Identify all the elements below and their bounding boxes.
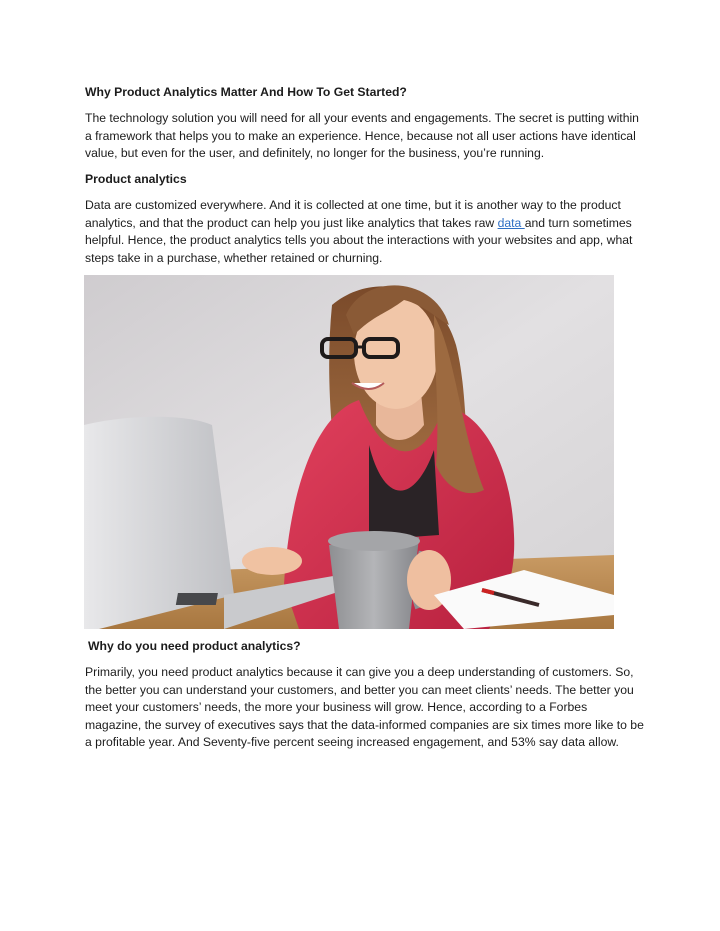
data-link[interactable]: data — [497, 215, 525, 230]
intro-paragraph: The technology solution you will need for all your events and engagements. The secret is putting within a framework that helps you to make an experience. Hence, because not all user actions have identical value, but even for the user, and definitely, no longer for the business, you’re running. — [85, 111, 639, 161]
why-need-heading: Why do you need product analytics? — [88, 639, 301, 653]
product-analytics-paragraph — [85, 197, 645, 267]
left-hand — [242, 547, 302, 575]
mug-rim — [328, 531, 420, 551]
laptop-keyboard — [176, 593, 218, 605]
article-title: Why Product Analytics Matter And How To Get Started? — [85, 85, 407, 99]
paragraph-text-before-link: Data are customized everywhere. And it is collected at one time, but it is another way to the product analytics, and that the product can help you just like analytics that takes raw — [85, 198, 621, 230]
why-need-paragraph: Primarily, you need product analytics because it can give you a deep understanding of customers. So, the better you can understand your customers, and better you can meet clients’ needs. The better you meet your customers’ needs, the more your business will grow. Hence, according to a Forbes magazine, the survey of executives says that the data-informed companies are six times more like to be a profitable year. And Seventy-five percent seeing increased engagement, and 53% say data allow. — [85, 665, 644, 750]
paragraph-text-after-link: and turn sometimes helpful. Hence, the product analytics tells you about the interactions with your websites and app, what steps take in a purchase, whether retained or churning. — [85, 215, 633, 265]
product-analytics-heading: Product analytics — [85, 172, 187, 186]
woman-with-laptop-photo — [84, 275, 614, 629]
